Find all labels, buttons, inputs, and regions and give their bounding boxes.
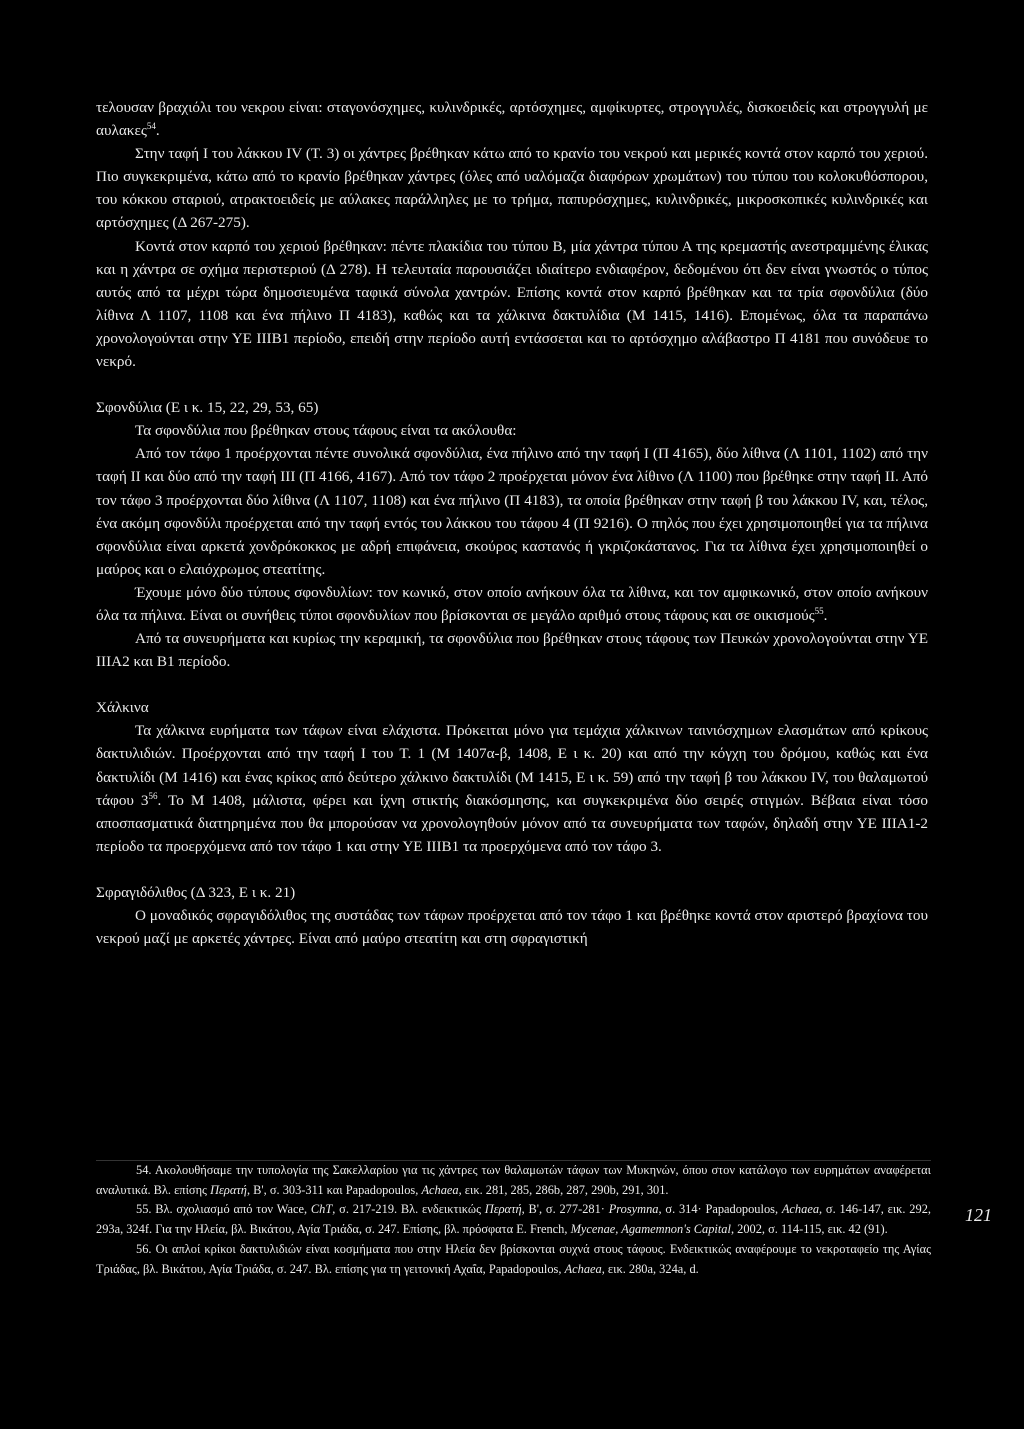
footnote [96, 1161, 931, 1200]
text-run: . Το Μ 1408, μάλιστα, φέρει και ίχνη στικτής διακόσμησης, και συγκεκριμένα δύο σειρές στιγμών. Βέβαια είναι τόσο αποσπασματικά διατηρημένα που θα μπορούσαν να χρονολογηθούν μόνον από τα συνευρήματα των ταφών, δηλαδή στην ΥΕ ΙΙΙΑ1-2 περίοδο τα προερχόμενα από τον τάφο 1 και στην ΥΕ ΙΙΙΒ1 τα προερχόμενα από τον τάφο 3. [96, 791, 928, 855]
text-run: Χάλκινα [96, 699, 149, 717]
text-run: Στην ταφή Ι του λάκκου IV (Τ. 3) οι χάντρες βρέθηκαν κάτω από το κρανίο του νεκρού και μερικές κοντά στον καρπό του χεριού. Πιο συγκεκριμένα, κάτω από το κρανίο βρέθηκαν χάντρες (όλες από υαλόμαζα διαφόρων χρωμάτων) του τύπου του κολοκυθόσπορου, του κόκκου σταριού, ατρακτοειδείς με αύλακες παράλληλες με το τρήμα, παπυρόσχημες, κυλινδρικές, μικροσκοπικές κυλινδρικές και αρτόσχημες (Δ 267-275). [96, 145, 928, 232]
text-run: , εικ. 281, 285, 286b, 287, 290b, 291, 301. [458, 1182, 669, 1197]
text-run: Prosymna [608, 1202, 659, 1217]
text-run: , σ. 217-219. Βλ. ενδεικτικώς [332, 1202, 485, 1217]
footnote [96, 1240, 931, 1279]
text-run: Κοντά στον καρπό του χεριού βρέθηκαν: πέντε πλακίδια του τύπου Β, μία χάντρα τύπου Α της κρεμαστής ανεστραμμένης έλικας και η χάντρα σε σχήμα περιστεριού (Δ 278). Η τελευταία παρουσιάζει ιδιαίτερο ενδιαφέρον, δεδομένου ότι δεν είναι γνωστός ο τύπος αυτός από τα μέχρι τώρα δημοσιευμένα ταφικά σύνολα χαντρών. Επίσης κοντά στον καρπό βρέθηκαν και τα τρία σφονδύλια (δύο λίθινα Λ 1107, 1108 και ένα πήλινο Π 4183), καθώς και τα χάλκινα δακτυλίδια (Μ 1415, 1416). Επομένως, όλα τα παραπάνω χρονολογούνται στην ΥΕ ΙΙΙΒ1 περίοδο, επειδή στην περίοδο αυτή εντάσσεται και το αρτόσχημο αλάβαστρο Π 4181 που συνόδευε το νεκρό. [96, 237, 928, 371]
text-run: Σφραγιδόλιθος (Δ 323, Ε ι κ. 21) [96, 883, 296, 901]
text-run: , Β', σ. 303-311 και Papadopoulos, [246, 1182, 422, 1197]
paragraph [96, 142, 928, 234]
text-run: Περατή [210, 1182, 247, 1197]
text-run: Περατή [484, 1202, 522, 1217]
text-run: 56. Οι απλοί κρίκοι δακτυλιδιών είναι κοσμήματα που στην Ηλεία δεν βρίσκονται συχνά στους τάφους. Ενδεικτικώς αναφέρουμε το νεκροταφείο της Αγίας Τριάδας, βλ. Βικάτου, Αγία Τριάδα, σ. 247. Βλ. επίσης για τη γειτονική Αχαΐα, Papadopoulos, [96, 1241, 931, 1276]
section-heading [96, 881, 928, 904]
text-run: Έχουμε μόνο δύο τύπους σφονδυλίων: τον κωνικό, στον οποίο ανήκουν όλα τα λίθινα, και τον αμφικωνικό, στον οποίο ανήκουν όλα τα πήλινα. Είναι οι συνήθεις τύποι σφονδυλίων που βρίσκονται σε μεγάλο αριθμό στους τάφους και σε οικισμούς [96, 583, 928, 624]
text-run: , Β', σ. 277-281· [521, 1202, 609, 1217]
section-heading [96, 396, 928, 419]
text-run: 54. Ακολουθήσαμε την τυπολογία της Σακελλαρίου για τις χάντρες των θαλαμωτών τάφων των Μυκηνών, όπου στον κατάλογο των ευρημάτων αναφέρεται αναλυτικά. Βλ. επίσης [96, 1163, 931, 1197]
section-heading [96, 696, 928, 719]
paragraph [96, 904, 928, 950]
footnote [96, 1200, 931, 1239]
text-run: , σ. 146-147, εικ. 292, 293a, 324f. Για την Ηλεία, βλ. Βικάτου, Αγία Τριάδα, σ. 247. Επίσης, βλ. πρόσφατα E. French, [96, 1202, 931, 1237]
text-run: Από τα συνευρήματα και κυρίως την κεραμική, τα σφονδύλια που βρέθηκαν στους τάφους των Πευκών χρονολογούνται στην ΥΕ ΙΙΙΑ2 και Β1 περίοδο. [96, 630, 928, 671]
footnote-ref[interactable]: 56 [148, 790, 158, 801]
text-run: ChT [310, 1202, 333, 1217]
text-run: Achaea [781, 1202, 820, 1217]
paragraph [96, 96, 928, 142]
text-run: Mycenae, Agamemnon's Capital [570, 1222, 731, 1237]
footnote-ref[interactable]: 55 [814, 605, 824, 616]
paragraph [96, 442, 928, 581]
text-run: , εικ. 280a, 324a, d. [601, 1261, 699, 1276]
text-run: , 2002, σ. 114-115, εικ. 42 (91). [730, 1222, 888, 1237]
footnote-ref[interactable]: 54 [146, 121, 156, 132]
text-run: Achaea [564, 1261, 602, 1276]
paragraph [96, 235, 928, 374]
paragraph [96, 719, 928, 858]
text-run: τελουσαν βραχιόλι του νεκρου είναι: σταγονόσχημες, κυλινδρικές, αρτόσχημες, αμφίκυρτες, στρογγυλές, δισκοειδείς και στρογγυλή με αυλακες [96, 99, 928, 140]
text-run: , σ. 314· Papadopoulos, [658, 1202, 782, 1217]
main-text [96, 96, 928, 950]
paragraph [96, 419, 928, 442]
footnotes [96, 1160, 931, 1279]
text-run: . [823, 606, 828, 624]
text-run: . [155, 122, 160, 140]
text-run: Σφονδύλια (Ε ι κ. 15, 22, 29, 53, 65) [96, 399, 319, 417]
text-run: Από τον τάφο 1 προέρχονται πέντε συνολικά σφονδύλια, ένα πήλινο από την ταφή Ι (Π 4165), δύο λίθινα (Λ 1101, 1102) από την ταφή ΙΙ και δύο από την ταφή ΙΙΙ (Π 4166, 4167). Από τον τάφο 2 προέρχεται μόνον ένα λίθινο (Λ 1100) που βρέθηκε στην ταφή ΙΙ. Από τον τάφο 3 προέρχονται δύο λίθινα (Λ 1107, 1108) και ένα πήλινο (Π 4183), τα οποία βρέθηκαν στην ταφή β του λάκκου IV, και, τέλος, ένα ακόμη σφονδύλι προέρχεται από την ταφή εντός του λάκκου του τάφου 4 (Π 9216). Ο πηλός που έχει χρησιμοποιηθεί για τα πήλινα σφονδύλια είναι αρκετά χονδρόκοκκος με αδρή επιφάνεια, σκούρος καστανός ή γκριζοκάστανος. Για τα λίθινα έχει χρησιμοποιηθεί ο μαύρος και ο ελαιόχρωμος στεατίτης. [96, 445, 928, 578]
paragraph [96, 627, 928, 673]
text-run: Τα χάλκινα ευρήματα των τάφων είναι ελάχιστα. Πρόκειται μόνο για τεμάχια χάλκινων ταινιόσχημων ελασμάτων από κρίκους δακτυλιδιών. Προέρχονται από την ταφή Ι του Τ. 1 (Μ 1407α-β, 1408, Ε ι κ. 20) και από την κόγχη του δρόμου, καθώς και ένα δακτυλίδι (Μ 1416) και ένας κρίκος από δεύτερο χάλκινο δακτυλίδι (Μ 1415, Ε ι κ. 59) από την ταφή β του λάκκου IV, του θαλαμωτού τάφου 3 [96, 722, 928, 809]
page-number: 121 [965, 1205, 992, 1225]
text-run: 55. Βλ. σχολιασμό από τον Wace, [136, 1202, 311, 1217]
text-run: Achaea [421, 1182, 459, 1197]
paragraph [96, 581, 928, 627]
text-run: Ο μοναδικός σφραγιδόλιθος της συστάδας των τάφων προέρχεται από τον τάφο 1 και βρέθηκε κοντά στον αριστερό βραχίονα του νεκρού μαζί με αρκετές χάντρες. Είναι από μαύρο στεατίτη και στη σφραγιστική [96, 907, 928, 948]
text-run: Τα σφονδύλια που βρέθηκαν στους τάφους είναι τα ακόλουθα: [135, 422, 517, 440]
